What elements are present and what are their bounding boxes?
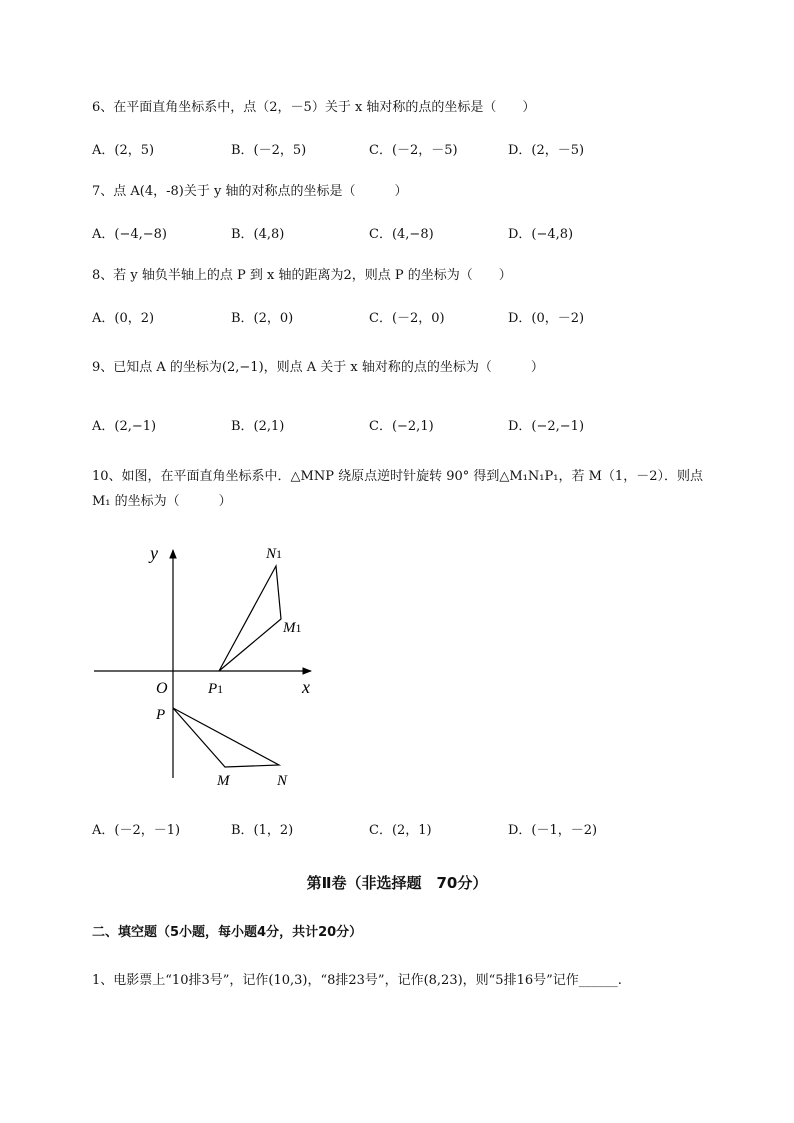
option-a: A．(－2，－1) [92,823,181,838]
question-7-stem: 7、点 A(4，-8)关于 y 轴的对称点的坐标是（ ） [92,184,408,199]
option-a: A．(−4,−8) [92,227,167,242]
question-6-stem: 6、在平面直角坐标系中，点（2，－5）关于 x 轴对称的点的坐标是（ ） [92,100,536,115]
option-b: B．(2，0) [231,311,294,326]
option-a: A．(2，5) [92,143,155,158]
question-7-options [92,226,732,244]
option-c: C．(2，1) [369,823,432,838]
option-a: A．(2,−1) [92,419,157,434]
question-8-stem: 8、若 y 轴负半轴上的点 P 到 x 轴的距离为2，则点 P 的坐标为（ ） [92,268,512,283]
option-b: B．(1，2) [231,823,294,838]
question-8-options [92,310,732,328]
label-m: M [217,773,230,789]
option-a: A．(0，2) [92,311,155,326]
option-d: D．(−4,8) [508,227,574,242]
question-6-options [92,142,732,160]
option-d: D．(－1，－2) [508,823,598,838]
triangle-m1n1p1 [219,566,281,671]
option-d: D．(−2,−1) [508,419,585,434]
option-c: C．(−2,1) [369,419,434,434]
question-10-stem-line2: M₁ 的坐标为（ ） [92,494,232,509]
label-p: P [156,707,166,723]
option-b: B．(－2，5) [231,143,307,158]
label-m1: M1 [283,620,302,636]
question-10-stem-line1: 10、如图，在平面直角坐标系中．△MNP 绕原点逆时针旋转 90° 得到△M₁N₁P₁，若 M（1，－2）．则点 [92,469,703,484]
x-axis-label: x [302,677,310,697]
option-c: C．(－2，0) [369,311,445,326]
label-p1: P1 [208,681,224,697]
fill-question-1: 1、电影票上“10排3号”，记作(10,3)，“8排23号”，记作(8,23)，则“5排16号”记作______. [92,973,622,988]
option-b: B．(2,1) [231,419,285,434]
fill-in-heading: 二、填空题（5小题，每小题4分，共计20分） [92,925,363,940]
option-b: B．(4,8) [231,227,285,242]
option-d: D．(0，－2) [508,311,585,326]
question-10-options [92,822,732,840]
label-n1: N1 [266,546,283,562]
origin-label: O [156,680,168,697]
triangle-mnp [173,708,279,767]
option-d: D．(2，－5) [508,143,585,158]
option-c: C．(4,−8) [369,227,434,242]
y-axis-label: y [150,543,158,563]
section-2-title: 第Ⅱ卷（非选择题 70分） [306,874,488,892]
question-9-options [92,418,732,436]
option-c: C．(－2，－5) [369,143,458,158]
question-9-stem: 9、已知点 A 的坐标为(2,−1)，则点 A 关于 x 轴对称的点的坐标为（ ） [92,360,544,375]
label-n: N [277,773,288,789]
